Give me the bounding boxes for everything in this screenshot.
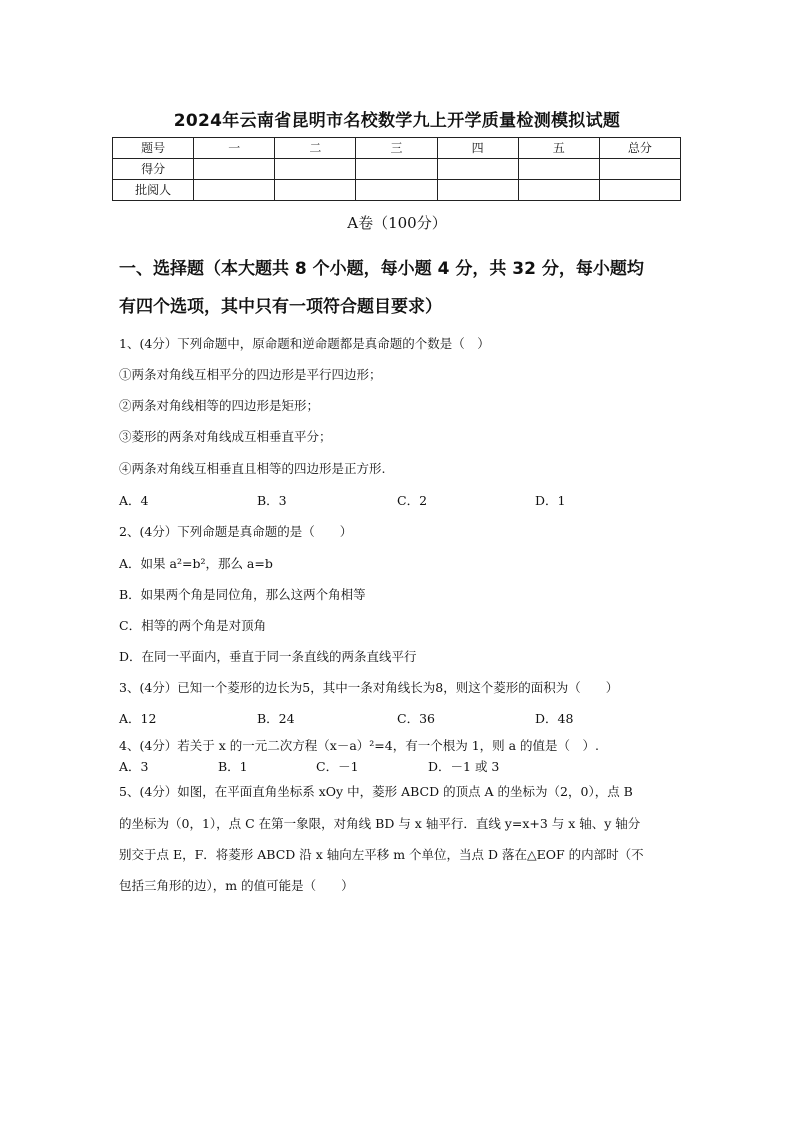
- score-table: [112, 137, 681, 201]
- row-label: 得分: [113, 159, 194, 180]
- q4-option-d: D．－1 或 3: [428, 759, 500, 774]
- q1-stem: 1、(4分）下列命题中，原命题和逆命题都是真命题的个数是（ ）: [119, 336, 490, 351]
- q2-option-d: D．在同一平面内，垂直于同一条直线的两条直线平行: [119, 649, 417, 664]
- row-label: 批阅人: [113, 180, 194, 201]
- grader-cell: [356, 180, 437, 201]
- q1-option-d: D．1: [535, 493, 566, 508]
- score-cell: [356, 159, 437, 180]
- q1-option-a: A．4: [119, 493, 149, 508]
- section-heading-line1: 一、选择题（本大题共 8 个小题，每小题 4 分，共 32 分，每小题均: [119, 259, 644, 279]
- header-cell: 五: [518, 138, 599, 159]
- grader-cell: [194, 180, 275, 201]
- grader-cell: [599, 180, 680, 201]
- q1-statement: ②两条对角线相等的四边形是矩形；: [119, 398, 320, 413]
- grader-cell: [518, 180, 599, 201]
- q2-option-b: B．如果两个角是同位角，那么这两个角相等: [119, 587, 366, 602]
- q1-statement: ③菱形的两条对角线成互相垂直平分；: [119, 429, 332, 444]
- grader-row: [113, 180, 681, 201]
- header-cell: 总分: [599, 138, 680, 159]
- q3-option-a: A．12: [119, 711, 157, 726]
- q3-option-c: C．36: [397, 711, 435, 726]
- score-cell: [518, 159, 599, 180]
- q3-stem: 3、(4分）已知一个菱形的边长为5，其中一条对角线长为8，则这个菱形的面积为（ ）: [119, 680, 619, 695]
- grader-cell: [275, 180, 356, 201]
- grader-cell: [437, 180, 518, 201]
- score-cell: [194, 159, 275, 180]
- header-cell: 题号: [113, 138, 194, 159]
- q3-option-d: D．48: [535, 711, 574, 726]
- q5-line: 的坐标为（0，1），点 C 在第一象限，对角线 BD 与 x 轴平行．直线 y=x+3 与 x 轴、y 轴分: [119, 816, 641, 831]
- paper-a-subtitle: A卷（100分）: [347, 214, 447, 232]
- q2-option-a: A．如果 a²=b²，那么 a=b: [119, 556, 273, 571]
- q4-option-b: B．1: [218, 759, 248, 774]
- q2-option-c: C．相等的两个角是对顶角: [119, 618, 267, 633]
- q4-option-c: C．－1: [316, 759, 359, 774]
- score-cell: [599, 159, 680, 180]
- q1-statement: ④两条对角线互相垂直且相等的四边形是正方形.: [119, 461, 386, 476]
- q4-stem: 4、(4分）若关于 x 的一元二次方程（x－a）²=4，有一个根为 1，则 a 的值是（ ）.: [119, 738, 600, 753]
- q5-line: 别交于点 E，F．将菱形 ABCD 沿 x 轴向左平移 m 个单位，当点 D 落在△EOF 的内部时（不: [119, 847, 644, 862]
- score-cell: [275, 159, 356, 180]
- q1-option-b: B．3: [257, 493, 287, 508]
- header-cell: 四: [437, 138, 518, 159]
- q3-option-b: B．24: [257, 711, 295, 726]
- q2-stem: 2、(4分）下列命题是真命题的是（ ）: [119, 524, 353, 539]
- q5-line: 包括三角形的边），m 的值可能是（ ）: [119, 878, 354, 893]
- score-row: [113, 159, 681, 180]
- q5-line: 5、(4分）如图，在平面直角坐标系 xOy 中，菱形 ABCD 的顶点 A 的坐标为（2，0），点 B: [119, 784, 633, 799]
- exam-title: 2024年云南省昆明市名校数学九上开学质量检测模拟试题: [173, 111, 621, 131]
- score-table-header-row: [113, 138, 681, 159]
- header-cell: 二: [275, 138, 356, 159]
- q4-option-a: A．3: [119, 759, 149, 774]
- section-heading-line2: 有四个选项，其中只有一项符合题目要求）: [119, 297, 442, 317]
- q1-statement: ①两条对角线互相平分的四边形是平行四边形；: [119, 367, 382, 382]
- header-cell: 三: [356, 138, 437, 159]
- header-cell: 一: [194, 138, 275, 159]
- q1-option-c: C．2: [397, 493, 428, 508]
- score-cell: [437, 159, 518, 180]
